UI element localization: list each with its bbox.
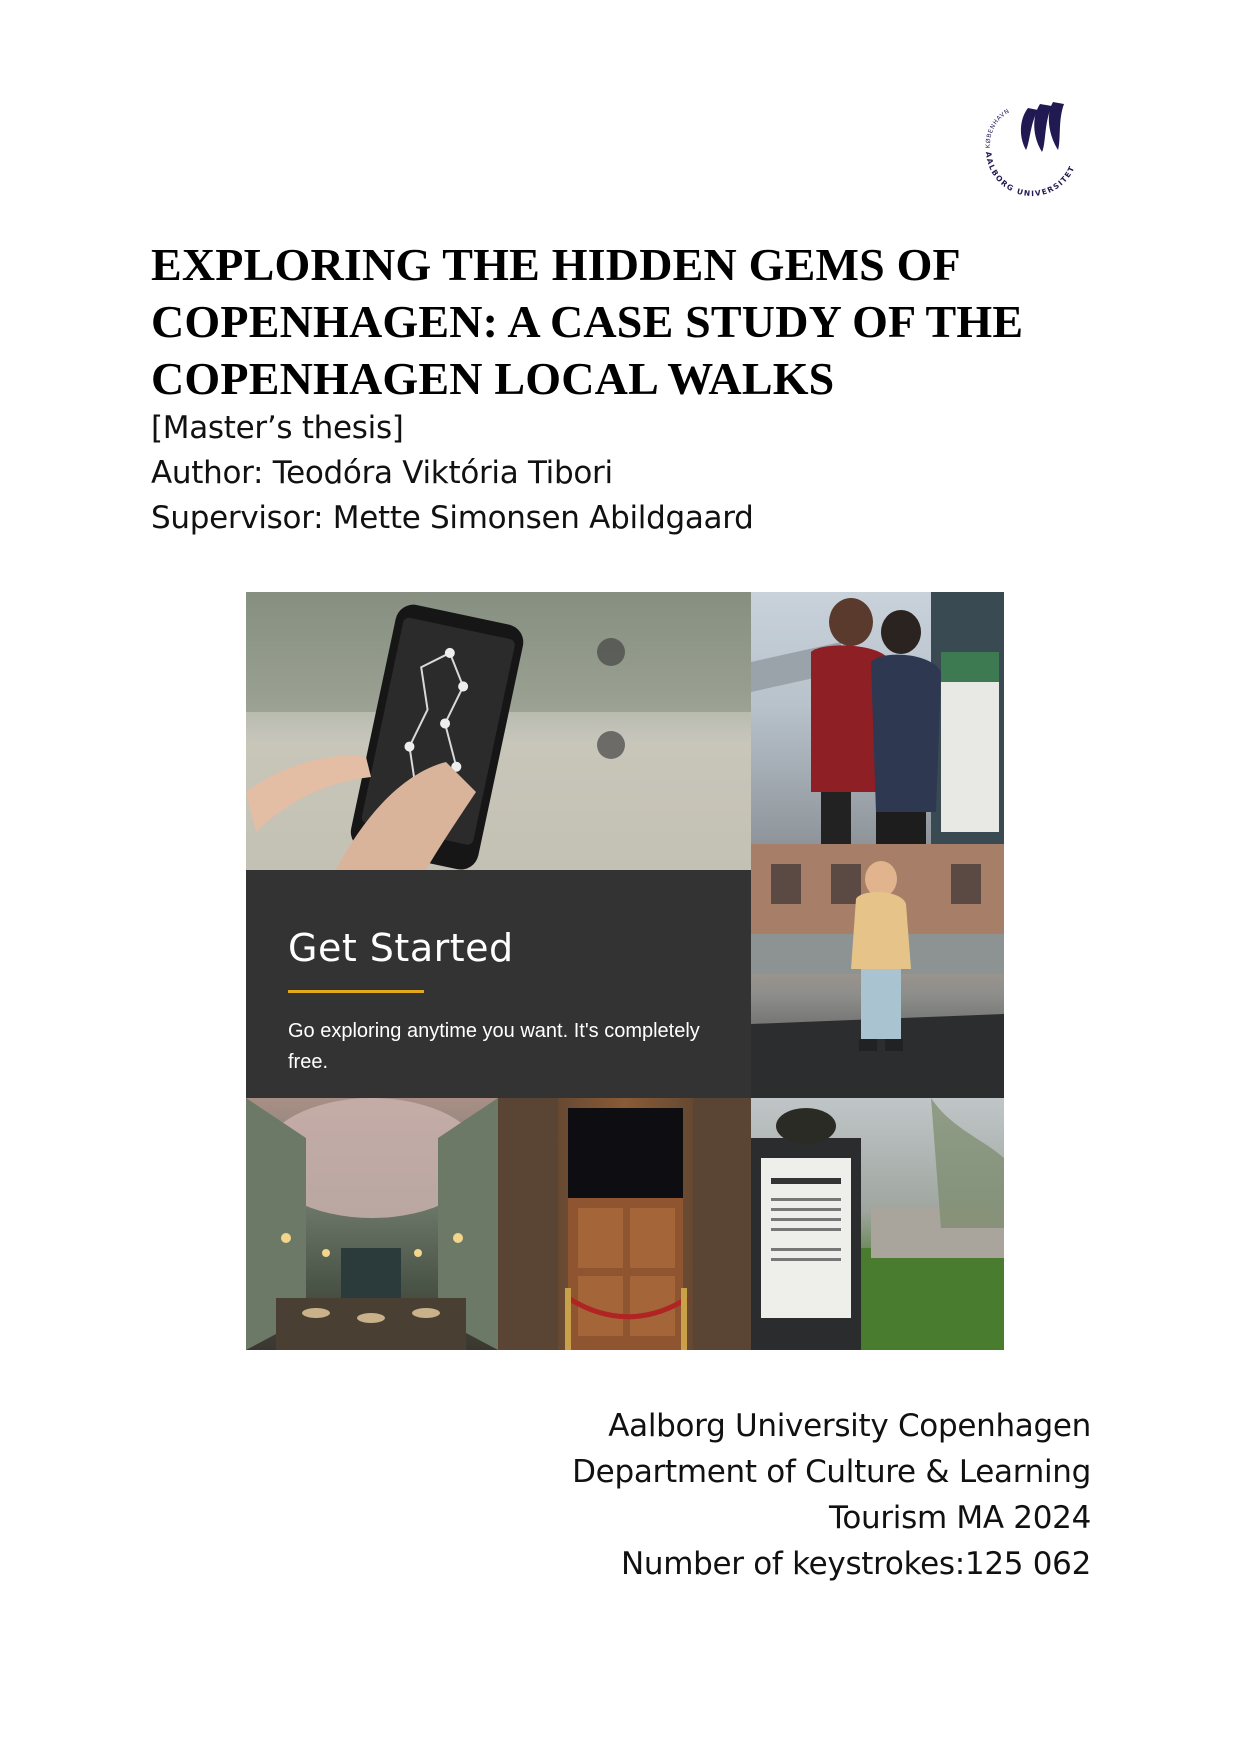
thesis-type: [Master’s thesis] xyxy=(151,410,404,446)
thesis-title: EXPLORING THE HIDDEN GEMS OF COPENHAGEN: A CASE STUDY OF THE COPENHAGEN LOCAL WALKS xyxy=(151,239,1024,404)
logo-ring-bottom: AALBORG UNIVERSITET xyxy=(983,151,1077,198)
get-started-title: Get Started xyxy=(288,926,514,970)
author-line: Author: Teodóra Viktória Tibori xyxy=(151,455,613,491)
accent-underline xyxy=(288,990,424,993)
cover-collage xyxy=(246,592,1004,1350)
logo-ring-top: KØBENHAVN xyxy=(984,107,1011,149)
phone-map-photo xyxy=(246,592,751,870)
garden-photo xyxy=(751,1098,1004,1350)
passage-photo xyxy=(246,1098,498,1350)
department-name: Department of Culture & Learning xyxy=(572,1454,1091,1490)
wave-mark-icon xyxy=(1021,102,1064,152)
get-started-text: Go exploring anytime you want. It's completely free. xyxy=(288,1020,700,1073)
sign-photo xyxy=(751,592,1004,844)
supervisor-line: Supervisor: Mette Simonsen Abildgaard xyxy=(151,500,754,536)
trampoline-photo xyxy=(751,844,1004,1098)
door-photo xyxy=(498,1098,751,1350)
get-started-panel xyxy=(246,870,751,1098)
keystroke-count: Number of keystrokes:125 062 xyxy=(620,1546,1091,1582)
university-logo xyxy=(968,88,1088,198)
university-name: Aalborg University Copenhagen xyxy=(608,1408,1091,1444)
program-name: Tourism MA 2024 xyxy=(828,1500,1091,1536)
